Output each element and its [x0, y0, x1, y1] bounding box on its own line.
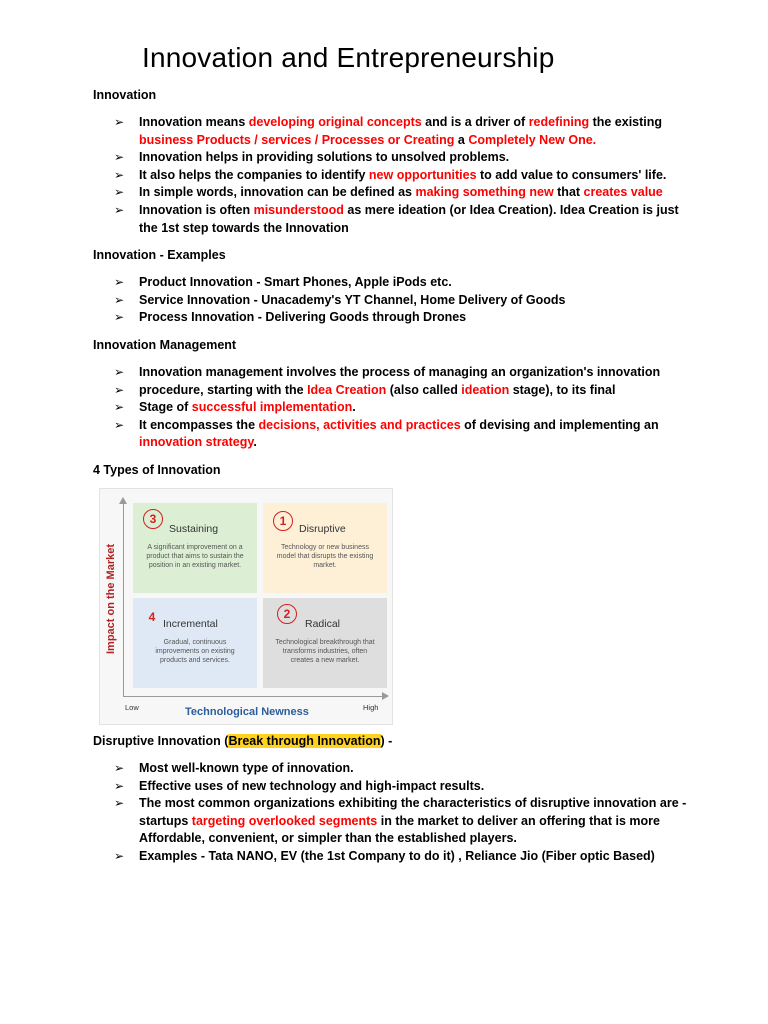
bullet-item: [93, 184, 693, 202]
bullet-item: [93, 149, 693, 167]
bullet-text: Service Innovation - Unacademy's YT Channel, Home Delivery of Goods: [139, 292, 566, 307]
emphasis-text: targeting overlooked segments: [191, 813, 378, 828]
innovation-types-matrix: [99, 488, 393, 725]
emphasis-text: new opportunities: [368, 167, 477, 182]
emphasis-text: business Products / services / Processes or Creating: [139, 132, 455, 147]
bullet-text: stage), to its final: [509, 382, 616, 397]
quadrant-title: Incremental: [163, 618, 218, 630]
bullet-item: [93, 114, 693, 149]
bullet-text: Effective uses of new technology and high-impact results.: [139, 778, 485, 793]
bullet-text: the existing: [589, 115, 663, 129]
quadrant-description: Technology or new business model that disrupts the existing market.: [276, 544, 374, 569]
section-heading-management: Innovation Management: [93, 338, 237, 352]
arrow-bullet-icon: ➢: [114, 275, 125, 289]
bullet-item: [93, 382, 693, 400]
section-heading-disruptive: [93, 734, 392, 748]
emphasis-text: decisions, activities and practices: [258, 417, 461, 432]
bullet-text: The most common organizations exhibiting the characteristics of disruptive innovation are - startups: [139, 796, 687, 828]
bullet-text: procedure, starting with the: [139, 382, 308, 397]
arrow-right-icon: [382, 692, 389, 700]
arrow-bullet-icon: ➢: [114, 848, 125, 863]
quadrant-incremental: [133, 598, 257, 688]
emphasis-text: developing original concepts: [248, 115, 422, 129]
bullet-item: [93, 848, 693, 866]
bullet-text: Product Innovation - Smart Phones, Apple iPods etc.: [139, 275, 452, 289]
bullet-text: Innovation helps in providing solutions to unsolved problems.: [139, 150, 510, 165]
arrow-bullet-icon: ➢: [114, 417, 125, 432]
bullet-text: Innovation is often: [139, 202, 254, 217]
quadrant-sustaining: [133, 503, 257, 593]
arrow-bullet-icon: ➢: [114, 796, 125, 811]
matrix-x-axis: [123, 696, 385, 697]
bullet-item: [93, 778, 693, 796]
matrix-y-axis-label: Impact on the Market: [105, 543, 117, 654]
bullet-item: [93, 167, 693, 185]
bullet-item: [93, 417, 693, 452]
arrow-bullet-icon: ➢: [114, 202, 125, 217]
emphasis-text: misunderstood: [253, 202, 344, 217]
bullet-text: as mere ideation (or Idea Creation). Idea Creation is just the 1st step towards the Innovation: [139, 202, 679, 235]
innovation-bullet-list: [93, 114, 693, 237]
emphasis-text: ideation: [461, 382, 510, 397]
quadrant-number-badge: 2: [277, 604, 297, 624]
quadrant-number-badge: 1: [273, 511, 293, 531]
arrow-bullet-icon: ➢: [114, 761, 125, 775]
arrow-bullet-icon: ➢: [114, 365, 125, 379]
bullet-text: and is a driver of: [421, 115, 529, 129]
bullet-item: [93, 795, 693, 848]
quadrant-title: Disruptive: [299, 523, 346, 535]
bullet-text: It encompasses the: [139, 417, 259, 432]
emphasis-text: successful implementation: [191, 400, 353, 415]
bullet-item: [93, 274, 693, 292]
matrix-high-label: High: [363, 703, 379, 712]
emphasis-text: Idea Creation: [307, 382, 387, 397]
bullet-item: [93, 364, 693, 382]
quadrant-radical: [263, 598, 387, 688]
section-heading-innovation: Innovation: [93, 88, 157, 102]
bullet-item: [93, 309, 693, 327]
bullet-text: Process Innovation - Delivering Goods through Drones: [139, 310, 467, 325]
arrow-bullet-icon: ➢: [114, 167, 125, 182]
examples-bullet-list: [93, 274, 693, 327]
bullet-text: Examples - Tata NANO, EV (the 1st Company to do it) , Reliance Jio (Fiber optic Based): [139, 848, 655, 863]
emphasis-text: making something new: [415, 185, 554, 200]
management-bullet-list: [93, 364, 693, 452]
bullet-text: It also helps the companies to identify: [139, 167, 369, 182]
quadrant-number-badge: 4: [148, 610, 156, 624]
bullet-text: .: [253, 435, 257, 450]
matrix-low-label: Low: [125, 703, 139, 712]
quadrant-description: A significant improvement on a product that aims to sustain the position in an existing market.: [146, 544, 244, 569]
heading-text: ) -: [380, 734, 393, 748]
bullet-text: that: [553, 185, 584, 200]
bullet-item: [93, 292, 693, 310]
quadrant-number-badge: 3: [143, 509, 163, 529]
emphasis-text: innovation strategy: [139, 435, 254, 450]
bullet-item: [93, 202, 693, 237]
emphasis-text: creates value: [583, 185, 663, 200]
quadrant-description: Technological breakthrough that transforms industries, often creates a new market.: [275, 639, 375, 664]
quadrant-title: Radical: [305, 618, 341, 630]
bullet-text: a: [454, 132, 469, 147]
section-heading-types: 4 Types of Innovation: [93, 463, 221, 477]
disruptive-bullet-list: [93, 760, 693, 866]
arrow-bullet-icon: ➢: [114, 292, 125, 307]
arrow-bullet-icon: ➢: [114, 310, 125, 325]
arrow-bullet-icon: ➢: [114, 115, 125, 129]
bullet-text: in the market to deliver an offering that is more Affordable, convenient, or simpler than the established players.: [139, 813, 660, 846]
heading-text: Disruptive Innovation (: [93, 734, 229, 748]
bullet-text: to add value to consumers' life.: [476, 167, 667, 182]
arrow-bullet-icon: ➢: [114, 778, 125, 793]
emphasis-text: redefining: [528, 115, 590, 129]
quadrant-description: Gradual, continuous improvements on existing products and services.: [155, 639, 235, 664]
bullet-text: of devising and implementing an: [460, 417, 659, 432]
bullet-text: Innovation means: [139, 115, 249, 129]
arrow-bullet-icon: ➢: [114, 382, 125, 397]
bullet-text: Stage of: [139, 400, 192, 415]
quadrant-title: Sustaining: [169, 523, 219, 535]
bullet-text: Most well-known type of innovation.: [139, 761, 354, 775]
highlighted-text: Break through Innovation: [228, 734, 381, 748]
bullet-item: [93, 399, 693, 417]
matrix-y-axis: [123, 501, 124, 697]
arrow-bullet-icon: ➢: [114, 150, 125, 165]
arrow-bullet-icon: ➢: [114, 400, 125, 415]
bullet-text: (also called: [386, 382, 462, 397]
arrow-bullet-icon: ➢: [114, 185, 125, 200]
arrow-up-icon: [119, 497, 127, 504]
bullet-text: Innovation management involves the process of managing an organization's innovation: [139, 365, 661, 379]
bullet-item: [93, 760, 693, 778]
section-heading-examples: Innovation - Examples: [93, 248, 226, 262]
page-title: Innovation and Entrepreneurship: [142, 42, 555, 73]
bullet-text: .: [352, 400, 356, 415]
quadrant-disruptive: [263, 503, 387, 593]
emphasis-text: Completely New One.: [468, 132, 597, 147]
matrix-x-axis-label: Technological Newness: [185, 706, 309, 718]
bullet-text: In simple words, innovation can be defined as: [139, 185, 416, 200]
